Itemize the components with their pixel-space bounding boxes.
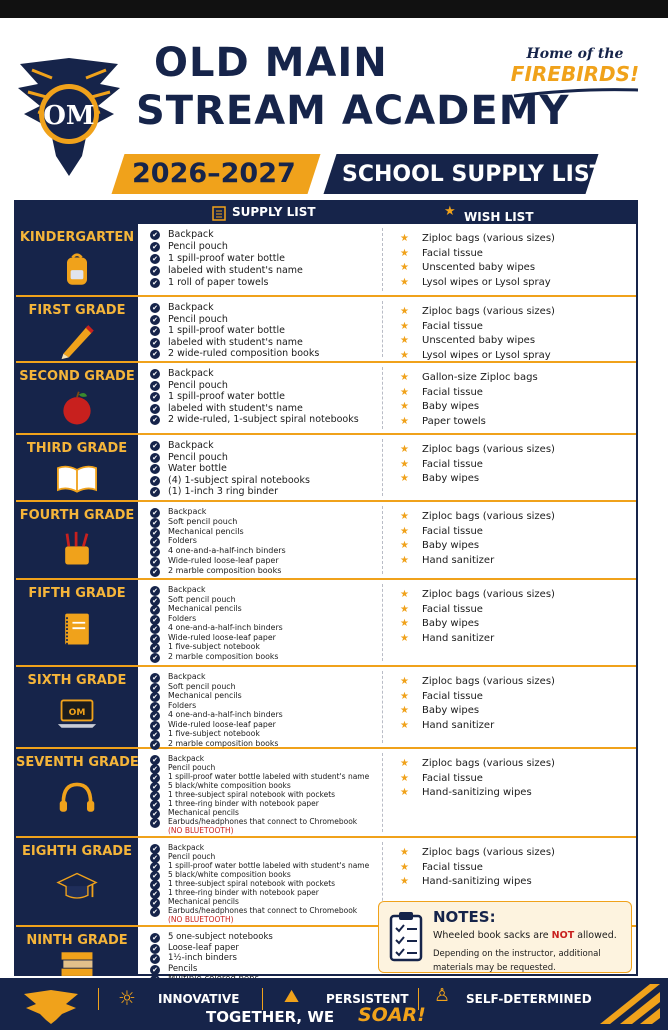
school-title-line2: STREAM ACADEMY: [136, 88, 570, 134]
supply-list: [150, 585, 382, 661]
value-self-determined: SELF-DETERMINED: [466, 992, 592, 1006]
supply-item: ✔ Backpack: [150, 302, 382, 314]
grade-label-cell: [16, 363, 138, 433]
notes-line-2: Depending on the instructor, additional materials may be requested.: [433, 949, 601, 973]
wish-list: [400, 757, 630, 801]
school-year: 2026–2027: [132, 158, 296, 189]
footer-stripes: [590, 984, 660, 1024]
notes-line-1: Wheeled book sacks are NOT allowed.: [433, 930, 617, 941]
wish-item: ★ Ziploc bags (various sizes): [400, 846, 630, 861]
wish-list: [400, 443, 630, 487]
supply-item: ✔ 2 wide-ruled, 1-subject spiral notebooks: [150, 414, 382, 426]
supply-item: ✔ 1 spill-proof water bottle: [150, 325, 382, 337]
mountain-flag-icon: ⛰: [284, 986, 300, 1007]
grade-label-cell: [16, 667, 138, 747]
grade-name: FOURTH GRADE: [19, 508, 135, 523]
table-header: [16, 202, 636, 224]
wish-list: [400, 588, 630, 646]
wish-list: [400, 305, 630, 363]
wish-item: ★ Ziploc bags (various sizes): [400, 675, 630, 690]
column-divider: [382, 753, 383, 832]
column-divider: [382, 584, 383, 661]
supply-item: ✔ (1) 1-inch 3 ring binder: [150, 486, 382, 498]
lightbulb-icon: ☼: [118, 986, 136, 1010]
supply-list: [150, 843, 382, 924]
supply-item: ✔ Backpack: [150, 754, 382, 763]
supply-item: ✔ Wide-ruled loose-leaf paper: [150, 720, 382, 730]
value-persistent: PERSISTENT: [326, 992, 409, 1006]
wish-item: ★ Lysol wipes or Lysol spray: [400, 276, 630, 291]
supply-item: ✔ 1 three-ring binder with notebook paper: [150, 888, 382, 897]
grade-row: [16, 502, 636, 580]
wish-list: [400, 371, 630, 429]
wish-item: ★ Baby wipes: [400, 400, 630, 415]
grade-name: SEVENTH GRADE: [16, 755, 139, 770]
footer-divider: [262, 988, 263, 1010]
supply-item: ✔ Backpack: [150, 368, 382, 380]
supply-item: ✔ Pencil pouch: [150, 241, 382, 253]
notes-box: [378, 901, 632, 973]
supply-item: ✔ Backpack: [150, 672, 382, 682]
wish-item: ★ Facial tissue: [400, 690, 630, 705]
supply-item: ✔ Folders: [150, 614, 382, 624]
wish-item: ★ Ziploc bags (various sizes): [400, 232, 630, 247]
wish-item: ★ Hand sanitizer: [400, 719, 630, 734]
graduation-cap-icon: [52, 868, 102, 908]
supply-item: ✔ Soft pencil pouch: [150, 595, 382, 605]
grade-name: FIFTH GRADE: [28, 586, 126, 601]
grade-row: [16, 435, 636, 502]
supply-item: ✔ labeled with student's name: [150, 265, 382, 277]
home-of-text: Home of the: [526, 46, 624, 62]
wish-item: ★ Baby wipes: [400, 539, 630, 554]
notes-title: NOTES:: [433, 908, 496, 926]
grade-name: THIRD GRADE: [26, 441, 128, 456]
supply-item: ✔ 1 five-subject notebook: [150, 642, 382, 652]
supply-item: ✔ 1 three-subject spiral notebook with pockets: [150, 790, 382, 799]
firebird-emblem-icon: [22, 986, 80, 1024]
wish-item: ★ Hand-sanitizing wipes: [400, 875, 630, 890]
supply-item: ✔ 1 five-subject notebook: [150, 729, 382, 739]
mascot-text: FIREBIRDS!: [510, 62, 640, 86]
tagline-text: TOGETHER, WE: [206, 1008, 335, 1026]
wish-item: ★ Hand sanitizer: [400, 554, 630, 569]
headphones-icon: [52, 779, 102, 819]
supply-list: [150, 754, 382, 835]
supply-item: ✔ 1 spill-proof water bottle: [150, 391, 382, 403]
supply-item: ✔ 1½-inch binders: [150, 953, 382, 964]
supply-item: ✔ 4 one-and-a-half-inch binders: [150, 546, 382, 556]
supply-list: [150, 932, 382, 985]
supply-item: ✔ 1 spill-proof water bottle labeled with student's name: [150, 861, 382, 870]
supply-note: (NO BLUETOOTH): [168, 915, 234, 924]
grade-row: [16, 580, 636, 667]
person-icon: ♙: [434, 985, 451, 1006]
wish-item: ★ Baby wipes: [400, 617, 630, 632]
supply-item: ✔ 4 one-and-a-half-inch binders: [150, 710, 382, 720]
supply-item: ✔ 2 marble composition books: [150, 566, 382, 576]
grade-row: [16, 363, 636, 435]
supply-item: ✔ Earbuds/headphones that connect to Chromebook: [150, 906, 382, 915]
pencil-cup-icon: [52, 530, 102, 570]
grade-name: EIGHTH GRADE: [22, 844, 132, 859]
grade-label-cell: [16, 435, 138, 500]
footer-banner: [0, 978, 668, 1030]
apple-icon: [52, 389, 102, 429]
checklist-clipboard-icon: [389, 910, 423, 964]
star-icon: ★: [444, 204, 456, 219]
supply-item: ✔ Wide-ruled loose-leaf paper: [150, 556, 382, 566]
supply-item: ✔ Pencil pouch: [150, 452, 382, 464]
supply-item: ✔ 2 marble composition books: [150, 652, 382, 662]
school-title-line1: OLD MAIN: [154, 40, 388, 86]
supply-table: [14, 200, 638, 976]
wish-item: ★ Unscented baby wipes: [400, 334, 630, 349]
supply-list: [150, 368, 382, 426]
wish-item: ★ Ziploc bags (various sizes): [400, 588, 630, 603]
backpack-icon: [52, 252, 102, 292]
wish-item: ★ Ziploc bags (various sizes): [400, 757, 630, 772]
supply-item: ✔ Backpack: [150, 440, 382, 452]
column-divider: [382, 301, 383, 357]
column-divider: [382, 671, 383, 743]
footer-divider: [98, 988, 99, 1010]
column-divider: [382, 228, 383, 291]
supply-item: ✔ Wide-ruled loose-leaf paper: [150, 633, 382, 643]
supply-item: ✔ Folders: [150, 701, 382, 711]
clipboard-icon: [212, 205, 226, 221]
column-divider: [382, 506, 383, 574]
supply-item: ✔ 2 wide-ruled composition books: [150, 348, 382, 360]
supply-item: ✔ Water bottle: [150, 463, 382, 475]
supply-item: ✔ 5 black/white composition books: [150, 870, 382, 879]
wish-item: ★ Facial tissue: [400, 603, 630, 618]
supply-item: ✔ Backpack: [150, 229, 382, 241]
wish-item: ★ Facial tissue: [400, 458, 630, 473]
grade-label-cell: [16, 749, 138, 836]
supply-item: ✔ labeled with student's name: [150, 403, 382, 415]
value-innovative: INNOVATIVE: [158, 992, 240, 1006]
supply-item: ✔ 1 three-ring binder with notebook paper: [150, 799, 382, 808]
wish-item: ★ Facial tissue: [400, 525, 630, 540]
svg-text:OM: OM: [43, 101, 95, 131]
wish-item: ★ Lysol wipes or Lysol spray: [400, 349, 630, 364]
wish-item: ★ Ziploc bags (various sizes): [400, 305, 630, 320]
grade-label-cell: [16, 224, 138, 295]
supply-item: ✔ Mechanical pencils: [150, 897, 382, 906]
svg-text:OM: OM: [68, 708, 86, 718]
supply-item: ✔ (4) 1-subject spiral notebooks: [150, 475, 382, 487]
grade-label-cell: [16, 297, 138, 361]
grade-name: NINTH GRADE: [26, 933, 128, 948]
wish-item: ★ Baby wipes: [400, 472, 630, 487]
wish-list: [400, 232, 630, 290]
wish-item: ★ Gallon-size Ziploc bags: [400, 371, 630, 386]
supply-list: [150, 229, 382, 289]
wish-item: ★ Facial tissue: [400, 247, 630, 262]
supply-list-page: [0, 18, 668, 1026]
supply-item: ✔ Pencil pouch: [150, 380, 382, 392]
grade-name: SIXTH GRADE: [27, 673, 127, 688]
supply-item: ✔ 1 three-subject spiral notebook with pockets: [150, 879, 382, 888]
grade-name: SECOND GRADE: [19, 369, 135, 384]
supply-item: ✔ 4 one-and-a-half-inch binders: [150, 623, 382, 633]
supply-item: ✔ 1 spill-proof water bottle labeled with student's name: [150, 772, 382, 781]
grade-name: FIRST GRADE: [28, 303, 126, 318]
wish-item: ★ Facial tissue: [400, 772, 630, 787]
wish-list: [400, 510, 630, 568]
supply-list: [150, 302, 382, 360]
wish-item: ★ Baby wipes: [400, 704, 630, 719]
column-divider: [382, 367, 383, 429]
pencil-icon: [52, 321, 102, 361]
wish-item: ★ Unscented baby wipes: [400, 261, 630, 276]
grade-name: KINDERGARTEN: [19, 230, 135, 245]
grade-label-cell: [16, 927, 138, 976]
notebook-icon: [52, 610, 102, 650]
swoosh-icon: [510, 88, 640, 98]
supply-item: ✔ Pencil pouch: [150, 852, 382, 861]
supply-item: ✔ labeled with student's name: [150, 337, 382, 349]
wish-list-header: WISH LIST: [464, 210, 534, 224]
firebird-logo-icon: [10, 44, 128, 182]
tagline-soar: SOAR!: [358, 1004, 426, 1026]
grade-row: [16, 667, 636, 749]
column-divider: [382, 439, 383, 496]
supply-item: ✔ Backpack: [150, 507, 382, 517]
supply-item: ✔ Pencil pouch: [150, 314, 382, 326]
supply-item: ✔ 1 roll of paper towels: [150, 277, 382, 289]
laptop-icon: [52, 695, 102, 735]
wish-item: ★ Ziploc bags (various sizes): [400, 510, 630, 525]
wish-item: ★ Facial tissue: [400, 386, 630, 401]
supply-item: ✔ Backpack: [150, 585, 382, 595]
supply-list-title: SCHOOL SUPPLY LIST: [342, 162, 605, 187]
supply-list-header: SUPPLY LIST: [232, 205, 316, 219]
supply-item: ✔ Loose-leaf paper: [150, 943, 382, 954]
supply-item: ✔ Mechanical pencils: [150, 808, 382, 817]
grade-label-cell: [16, 838, 138, 925]
wish-item: ★ Facial tissue: [400, 320, 630, 335]
grade-row: [16, 297, 636, 363]
supply-item: ✔ Mechanical pencils: [150, 604, 382, 614]
supply-note: (NO BLUETOOTH): [168, 826, 234, 835]
supply-item: ✔ Pencils: [150, 964, 382, 975]
supply-item: ✔ 5 black/white composition books: [150, 781, 382, 790]
supply-item: ✔ Folders: [150, 536, 382, 546]
supply-list: [150, 507, 382, 576]
grade-row: [16, 749, 636, 838]
supply-item: ✔ Mechanical pencils: [150, 527, 382, 537]
wish-item: ★ Paper towels: [400, 415, 630, 430]
wish-item: ★ Ziploc bags (various sizes): [400, 443, 630, 458]
grade-label-cell: [16, 502, 138, 578]
wish-list: [400, 846, 630, 890]
supply-list: [150, 440, 382, 498]
supply-item: ✔ Mechanical pencils: [150, 691, 382, 701]
home-of-tagline: [500, 46, 650, 102]
supply-item: ✔ Pencil pouch: [150, 763, 382, 772]
open-book-icon: [52, 459, 102, 499]
supply-item: ✔ 2 marble composition books: [150, 739, 382, 749]
supply-item: ✔ 5 one-subject notebooks: [150, 932, 382, 943]
wish-list: [400, 675, 630, 733]
supply-item: ✔ Soft pencil pouch: [150, 682, 382, 692]
supply-item: ✔ Soft pencil pouch: [150, 517, 382, 527]
supply-item: ✔ 1 spill-proof water bottle: [150, 253, 382, 265]
wish-item: ★ Facial tissue: [400, 861, 630, 876]
supply-list: [150, 672, 382, 748]
grade-label-cell: [16, 580, 138, 665]
wish-item: ★ Hand-sanitizing wipes: [400, 786, 630, 801]
wish-item: ★ Hand sanitizer: [400, 632, 630, 647]
supply-item: ✔ Backpack: [150, 843, 382, 852]
grade-row: [16, 224, 636, 297]
supply-item: ✔ Earbuds/headphones that connect to Chromebook: [150, 817, 382, 826]
